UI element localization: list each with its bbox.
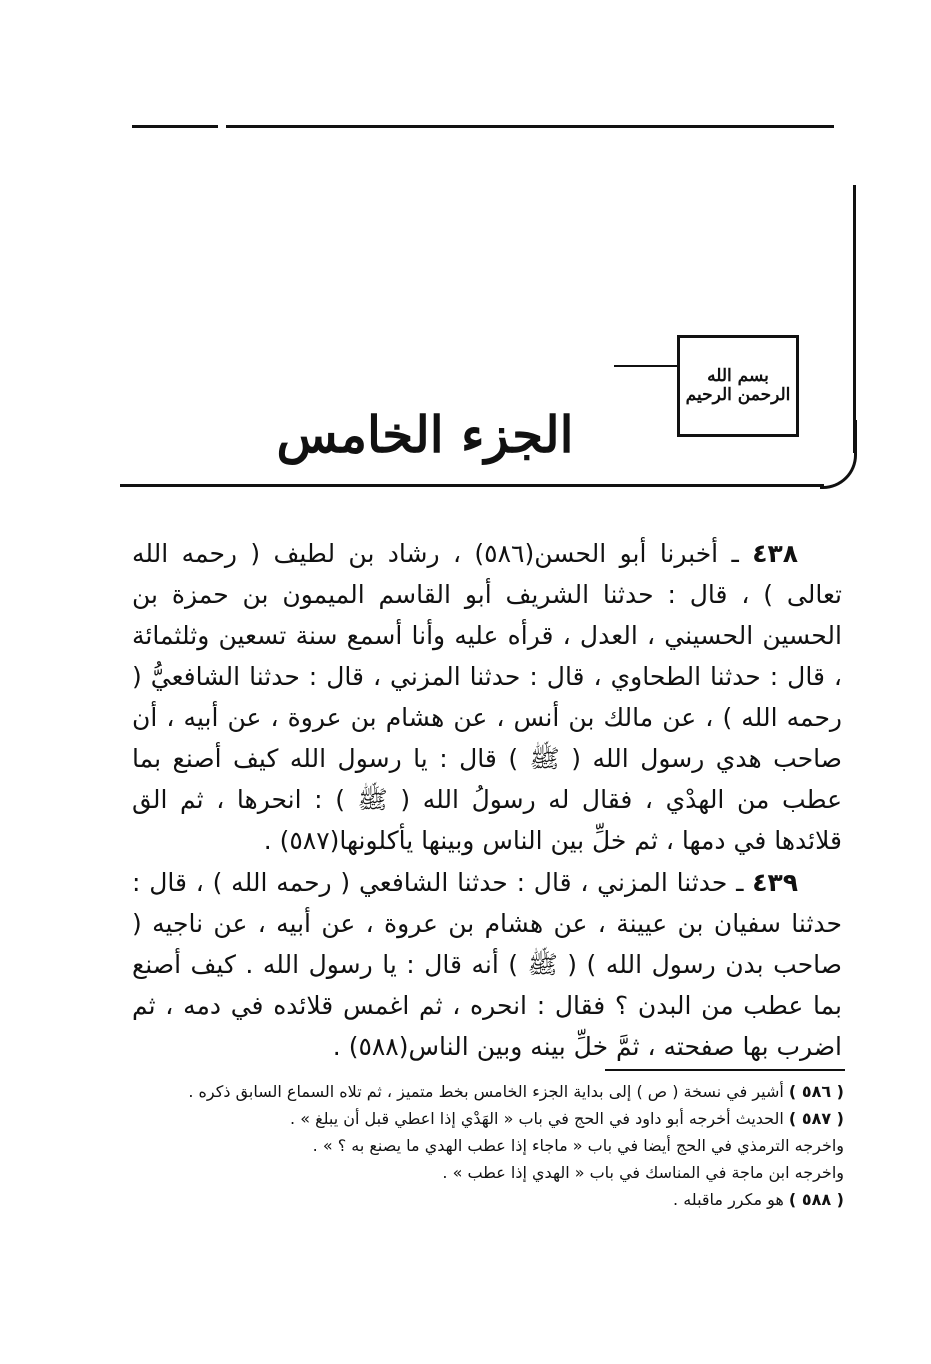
chapter-frame-bottom: [120, 484, 824, 487]
chapter-frame-corner: [820, 420, 857, 489]
footnote-text: الحديث أخرجه أبو داود في الحج في باب « الهَدْي إذا اعطي قبل أن يبلغ » .: [290, 1109, 784, 1128]
footnote-text: واخرجه ابن ماجة في المناسك في باب « الهدي إذا عطب » .: [442, 1163, 844, 1182]
hadith-text: ـ أخبرنا أبو الحسن(٥٨٦) ، رشاد بن لطيف ( رحمه الله تعالى ) ، قال : حدثنا الشريف أبو القاسم الميمون بن حمزة بن الحسين الحسيني ، العدل ، قرأه عليه وأنا أسمع سنة تسعين وثلثمائة ، قال : حدثنا الطحاوي ، قال : حدثنا المزني ، قال : حدثنا الشافعيُّ ( رحمه الله ) ، عن مالك بن أنس ، عن هشام بن عروة ، عن أبيه ، أن صاحب هدي رسول الله ( ﷺ ) قال : يا رسول الله كيف أصنع بما عطب من الهدْي ، فقال له رسولُ الله ( ﷺ ) : انحرها ، ثم الق قلائدها في دمها ، ثم خلِّ بين الناس وبينها يأكلونها(٥٨٧) .: [132, 539, 842, 855]
footnote-587-cont-1: [132, 1132, 844, 1159]
footnote-number: ( ٥٨٨ ): [788, 1190, 844, 1209]
footnote-586: [132, 1078, 844, 1105]
hadith-text: ـ حدثنا المزني ، قال : حدثنا الشافعي ( رحمه الله ) ، قال : حدثنا سفيان بن عيينة ، عن هشام بن عروة ، عن أبيه ، عن ناجيه ( صاحب بدن رسول الله ) ( ﷺ ) أنه قال : يا رسول الله . كيف أصنع بما عطب من البدن ؟ فقال : انحره ، ثم اغمس قلائده في دمه ، ثم اضرب بها صفحته ، ثمَّ خلِّ بينه وبين الناس(٥٨٨) .: [132, 868, 842, 1061]
footnote-588: [132, 1186, 844, 1213]
hadith-number: ٤٣٨: [752, 539, 798, 568]
footnote-text: واخرجه الترمذي في الحج أيضا في باب « ماجاء إذا عطب الهدي ما يصنع به ؟ » .: [312, 1136, 844, 1155]
footnote-text: هو مكرر ماقبله .: [673, 1190, 784, 1209]
footnote-separator: [605, 1069, 845, 1071]
hadith-number: ٤٣٩: [752, 868, 798, 897]
chapter-title: الجزء الخامس: [276, 405, 574, 464]
hadith-439: [132, 862, 842, 1067]
top-rule-left: [132, 125, 218, 128]
top-rule-right: [226, 125, 834, 128]
footnote-number: ( ٥٨٧ ): [788, 1109, 844, 1128]
basmala-calligraphy: [677, 335, 799, 437]
basmala-connector: [614, 365, 678, 367]
chapter-frame-vertical: [853, 185, 856, 453]
footnote-text: أشير في نسخة ( ص ) إلى بداية الجزء الخامس بخط متميز ، ثم تلاه السماع السابق ذكره .: [188, 1082, 784, 1101]
footnote-587-cont-2: [132, 1159, 844, 1186]
basmala-text: بسم الله الرحمن الرحيم: [685, 366, 791, 405]
footnote-587: [132, 1105, 844, 1132]
hadith-438: [132, 533, 842, 861]
footnotes: [132, 1078, 844, 1213]
footnote-number: ( ٥٨٦ ): [788, 1082, 844, 1101]
